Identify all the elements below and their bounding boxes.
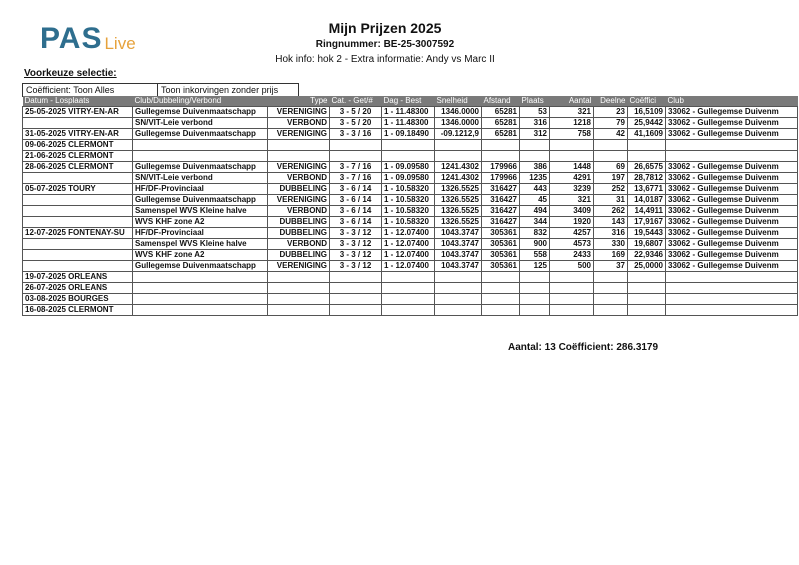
cell-deelne: 23 [594,107,628,118]
cell-dag: 1 - 10.58320 [382,184,435,195]
cell-type: DUBBELING [268,228,330,239]
table-row [23,272,798,283]
cell-dag [382,140,435,151]
cell-datum [23,173,133,184]
cell-club [133,272,268,283]
cell-club: HF/DF-Provinciaal [133,184,268,195]
cell-cat: 3 - 3 / 12 [330,239,382,250]
cell-datum [23,206,133,217]
cell-type: VERENIGING [268,162,330,173]
cell-cat [330,140,382,151]
ringnummer: Ringnummer: BE-25-3007592 [315,39,455,50]
cell-aantal: 321 [550,195,594,206]
table-row [23,140,798,151]
cell-club-code: 33062 - Gullegemse Duivenm [666,118,798,129]
cell-club-code: 33062 - Gullegemse Duivenm [666,162,798,173]
cell-club: Samenspel WVS Kleine halve [133,239,268,250]
cell-aantal: 4291 [550,173,594,184]
paslive-logo [40,20,136,54]
cell-dag: 1 - 09.09580 [382,173,435,184]
cell-club: WVS KHF zone A2 [133,250,268,261]
cell-snelheid [435,305,482,316]
table-row [23,239,798,250]
cell-coefficient: 19,5443 [628,228,666,239]
cell-aantal: 1920 [550,217,594,228]
cell-dag: 1 - 11.48300 [382,118,435,129]
cell-deelne: 37 [594,261,628,272]
cell-afstand: 305361 [482,228,520,239]
cell-coefficient: 16,5109 [628,107,666,118]
page-title: Mijn Prijzen 2025 [328,20,442,36]
table-row [23,195,798,206]
cell-type: VERBOND [268,206,330,217]
cell-snelheid [435,272,482,283]
cell-dag: 1 - 10.58320 [382,217,435,228]
cell-type [268,272,330,283]
cell-club-code: 33062 - Gullegemse Duivenm [666,261,798,272]
cell-aantal: 758 [550,129,594,140]
cell-dag [382,283,435,294]
cell-cat: 3 - 3 / 12 [330,250,382,261]
cell-club-code: 33062 - Gullegemse Duivenm [666,217,798,228]
cell-datum: 19-07-2025 ORLEANS [23,272,133,283]
cell-dag: 1 - 11.48300 [382,107,435,118]
cell-plaats: 53 [520,107,550,118]
cell-plaats [520,283,550,294]
cell-type: DUBBELING [268,250,330,261]
cell-afstand [482,140,520,151]
cell-deelne: 69 [594,162,628,173]
cell-afstand [482,305,520,316]
cell-cat [330,305,382,316]
cell-club-code: 33062 - Gullegemse Duivenm [666,228,798,239]
cell-club: SN/VIT-Leie verbond [133,173,268,184]
table-row [23,173,798,184]
cell-coefficient [628,294,666,305]
table-row [23,261,798,272]
table-row [23,250,798,261]
cell-snelheid: 1326.5525 [435,217,482,228]
cell-coefficient: 14,4911 [628,206,666,217]
cell-aantal: 1218 [550,118,594,129]
cell-dag: 1 - 12.07400 [382,228,435,239]
cell-dag: 1 - 12.07400 [382,261,435,272]
cell-dag: 1 - 09.18490 [382,129,435,140]
cell-coefficient: 28,7812 [628,173,666,184]
cell-cat: 3 - 7 / 16 [330,173,382,184]
col-cat: Cat. - Get/# [330,96,382,107]
coefficient-filter: Coëfficient: Toon Alles [23,84,158,96]
cell-deelne: 143 [594,217,628,228]
cell-snelheid [435,294,482,305]
cell-deelne: 262 [594,206,628,217]
cell-club-code [666,272,798,283]
cell-coefficient: 17,9167 [628,217,666,228]
table-row [23,228,798,239]
col-club: Club/Dubbeling/Verbond [133,96,268,107]
table-row [23,283,798,294]
cell-afstand: 316427 [482,206,520,217]
cell-plaats: 316 [520,118,550,129]
cell-afstand [482,283,520,294]
table-header [23,96,798,107]
cell-datum: 26-07-2025 ORLEANS [23,283,133,294]
cell-datum: 12-07-2025 FONTENAY-SU [23,228,133,239]
cell-coefficient: 26,6575 [628,162,666,173]
cell-club [133,305,268,316]
cell-afstand: 305361 [482,239,520,250]
logo-main: PAS [40,22,103,55]
cell-coefficient: 25,9442 [628,118,666,129]
cell-aantal: 500 [550,261,594,272]
cell-dag [382,151,435,162]
cell-plaats: 558 [520,250,550,261]
cell-club-code: 33062 - Gullegemse Duivenm [666,129,798,140]
hok-info: Hok info: hok 2 - Extra informatie: Andy vs Marc II [275,54,495,65]
summary: Aantal: 13 Coëfficient: 286.3179 [508,342,659,353]
cell-afstand: 305361 [482,261,520,272]
cell-club [133,294,268,305]
cell-cat: 3 - 5 / 20 [330,107,382,118]
cell-club-code: 33062 - Gullegemse Duivenm [666,195,798,206]
cell-type [268,294,330,305]
cell-aantal [550,305,594,316]
cell-plaats [520,272,550,283]
cell-cat [330,283,382,294]
cell-aantal: 3239 [550,184,594,195]
cell-dag: 1 - 12.07400 [382,250,435,261]
cell-deelne: 169 [594,250,628,261]
cell-snelheid: 1043.3747 [435,228,482,239]
cell-deelne: 197 [594,173,628,184]
cell-plaats [520,294,550,305]
cell-club-code: 33062 - Gullegemse Duivenm [666,184,798,195]
cell-club-code: 33062 - Gullegemse Duivenm [666,173,798,184]
cell-aantal: 4573 [550,239,594,250]
cell-snelheid: 1326.5525 [435,184,482,195]
cell-coefficient [628,305,666,316]
cell-type: DUBBELING [268,217,330,228]
cell-type: VERENIGING [268,129,330,140]
cell-afstand: 65281 [482,118,520,129]
cell-club-code: 33062 - Gullegemse Duivenm [666,107,798,118]
cell-deelne: 252 [594,184,628,195]
cell-datum: 03-08-2025 BOURGES [23,294,133,305]
cell-snelheid: 1326.5525 [435,206,482,217]
cell-plaats [520,151,550,162]
cell-plaats: 900 [520,239,550,250]
cell-club-code [666,283,798,294]
cell-type: VERENIGING [268,195,330,206]
cell-dag [382,272,435,283]
col-coefficient: Coëffici [628,96,666,107]
cell-type [268,305,330,316]
cell-datum: 09-06-2025 CLERMONT [23,140,133,151]
cell-deelne [594,140,628,151]
cell-type: DUBBELING [268,184,330,195]
cell-snelheid [435,283,482,294]
cell-snelheid: 1346.0000 [435,118,482,129]
cell-deelne: 31 [594,195,628,206]
cell-aantal [550,294,594,305]
cell-dag: 1 - 10.58320 [382,195,435,206]
cell-snelheid [435,151,482,162]
cell-club [133,283,268,294]
cell-club-code [666,294,798,305]
cell-afstand: 305361 [482,250,520,261]
cell-snelheid: 1241.4302 [435,173,482,184]
cell-datum: 05-07-2025 TOURY [23,184,133,195]
cell-plaats: 386 [520,162,550,173]
table-row [23,184,798,195]
cell-type [268,151,330,162]
cell-plaats [520,140,550,151]
cell-plaats: 45 [520,195,550,206]
col-datum: Datum - Losplaats [23,96,133,107]
cell-club: Gullegemse Duivenmaatschapp [133,129,268,140]
cell-afstand: 316427 [482,217,520,228]
cell-deelne: 330 [594,239,628,250]
cell-aantal: 2433 [550,250,594,261]
table-row [23,118,798,129]
cell-club: Gullegemse Duivenmaatschapp [133,162,268,173]
cell-plaats: 1235 [520,173,550,184]
selection-label: Voorkeuze selectie: [24,68,117,79]
cell-coefficient [628,140,666,151]
cell-datum [23,239,133,250]
table-row [23,162,798,173]
cell-cat: 3 - 3 / 12 [330,261,382,272]
cell-snelheid: 1346.0000 [435,107,482,118]
cell-cat: 3 - 5 / 20 [330,118,382,129]
cell-type: VERENIGING [268,261,330,272]
col-club-code: Club [666,96,798,107]
logo-sub: Live [104,34,136,53]
cell-club-code [666,151,798,162]
cell-plaats: 312 [520,129,550,140]
cell-datum: 25-05-2025 VITRY-EN-AR [23,107,133,118]
cell-club-code [666,140,798,151]
col-plaats: Plaats [520,96,550,107]
cell-type: VERBOND [268,173,330,184]
cell-afstand: 316427 [482,195,520,206]
cell-deelne [594,283,628,294]
cell-dag: 1 - 10.58320 [382,206,435,217]
cell-datum [23,250,133,261]
col-aantal: Aantal [550,96,594,107]
cell-plaats: 443 [520,184,550,195]
cell-plaats: 125 [520,261,550,272]
cell-afstand: 179966 [482,173,520,184]
cell-deelne [594,151,628,162]
cell-datum: 28-06-2025 CLERMONT [23,162,133,173]
cell-aantal [550,151,594,162]
cell-snelheid [435,140,482,151]
cell-datum: 21-06-2025 CLERMONT [23,151,133,162]
cell-deelne: 316 [594,228,628,239]
cell-type [268,283,330,294]
cell-deelne: 42 [594,129,628,140]
cell-afstand [482,294,520,305]
cell-cat [330,294,382,305]
cell-coefficient: 13,6771 [628,184,666,195]
cell-snelheid: 1241.4302 [435,162,482,173]
col-afstand: Afstand [482,96,520,107]
cell-datum: 31-05-2025 VITRY-EN-AR [23,129,133,140]
cell-type: VERBOND [268,118,330,129]
cell-cat [330,272,382,283]
cell-afstand: 65281 [482,107,520,118]
cell-afstand: 65281 [482,129,520,140]
cell-deelne [594,272,628,283]
table-row [23,151,798,162]
cell-cat: 3 - 7 / 16 [330,162,382,173]
cell-club [133,140,268,151]
cell-club-code [666,305,798,316]
prizes-table [22,96,798,316]
col-type: Type [268,96,330,107]
cell-snelheid: 1326.5525 [435,195,482,206]
cell-aantal: 321 [550,107,594,118]
cell-plaats: 494 [520,206,550,217]
cell-aantal [550,283,594,294]
cell-snelheid: -09.1212,9 [435,129,482,140]
col-snelheid: Snelheid [435,96,482,107]
cell-coefficient [628,283,666,294]
cell-coefficient [628,272,666,283]
cell-datum [23,261,133,272]
cell-club: Gullegemse Duivenmaatschapp [133,195,268,206]
cell-aantal [550,140,594,151]
cell-cat: 3 - 6 / 14 [330,206,382,217]
cell-club: Gullegemse Duivenmaatschapp [133,107,268,118]
cell-type: VERBOND [268,239,330,250]
cell-cat: 3 - 6 / 14 [330,184,382,195]
cell-coefficient: 41,1609 [628,129,666,140]
cell-dag [382,294,435,305]
cell-coefficient: 25,0000 [628,261,666,272]
cell-plaats: 832 [520,228,550,239]
cell-snelheid: 1043.3747 [435,261,482,272]
inkorvingen-filter: Toon inkorvingen zonder prijs [161,85,279,95]
table-row [23,305,798,316]
cell-datum [23,217,133,228]
cell-club [133,151,268,162]
cell-plaats: 344 [520,217,550,228]
cell-club-code: 33062 - Gullegemse Duivenm [666,206,798,217]
table-row [23,294,798,305]
cell-snelheid: 1043.3747 [435,239,482,250]
cell-deelne [594,294,628,305]
cell-aantal [550,272,594,283]
cell-datum [23,118,133,129]
cell-dag: 1 - 12.07400 [382,239,435,250]
cell-dag [382,305,435,316]
cell-afstand: 179966 [482,162,520,173]
cell-afstand: 316427 [482,184,520,195]
cell-cat: 3 - 3 / 12 [330,228,382,239]
cell-snelheid: 1043.3747 [435,250,482,261]
cell-coefficient: 14,0187 [628,195,666,206]
cell-aantal: 3409 [550,206,594,217]
table-row [23,107,798,118]
cell-plaats [520,305,550,316]
cell-aantal: 4257 [550,228,594,239]
cell-datum [23,195,133,206]
cell-type: VERENIGING [268,107,330,118]
cell-dag: 1 - 09.09580 [382,162,435,173]
table-row [23,129,798,140]
cell-cat [330,151,382,162]
cell-cat: 3 - 6 / 14 [330,195,382,206]
cell-datum: 16-08-2025 CLERMONT [23,305,133,316]
cell-cat: 3 - 3 / 16 [330,129,382,140]
col-dag: Dag - Best [382,96,435,107]
cell-club: Samenspel WVS Kleine halve [133,206,268,217]
cell-club: WVS KHF zone A2 [133,217,268,228]
cell-club: Gullegemse Duivenmaatschapp [133,261,268,272]
cell-afstand [482,272,520,283]
table-row [23,217,798,228]
cell-club: HF/DF-Provinciaal [133,228,268,239]
cell-cat: 3 - 6 / 14 [330,217,382,228]
cell-club: SN/VIT-Leie verbond [133,118,268,129]
table-row [23,206,798,217]
cell-club-code: 33062 - Gullegemse Duivenm [666,239,798,250]
cell-deelne [594,305,628,316]
cell-coefficient: 19,6807 [628,239,666,250]
cell-deelne: 79 [594,118,628,129]
cell-afstand [482,151,520,162]
cell-coefficient: 22,9346 [628,250,666,261]
col-deelne: Deelne [594,96,628,107]
selection-box [22,83,299,97]
cell-aantal: 1448 [550,162,594,173]
cell-coefficient [628,151,666,162]
cell-club-code: 33062 - Gullegemse Duivenm [666,250,798,261]
cell-type [268,140,330,151]
